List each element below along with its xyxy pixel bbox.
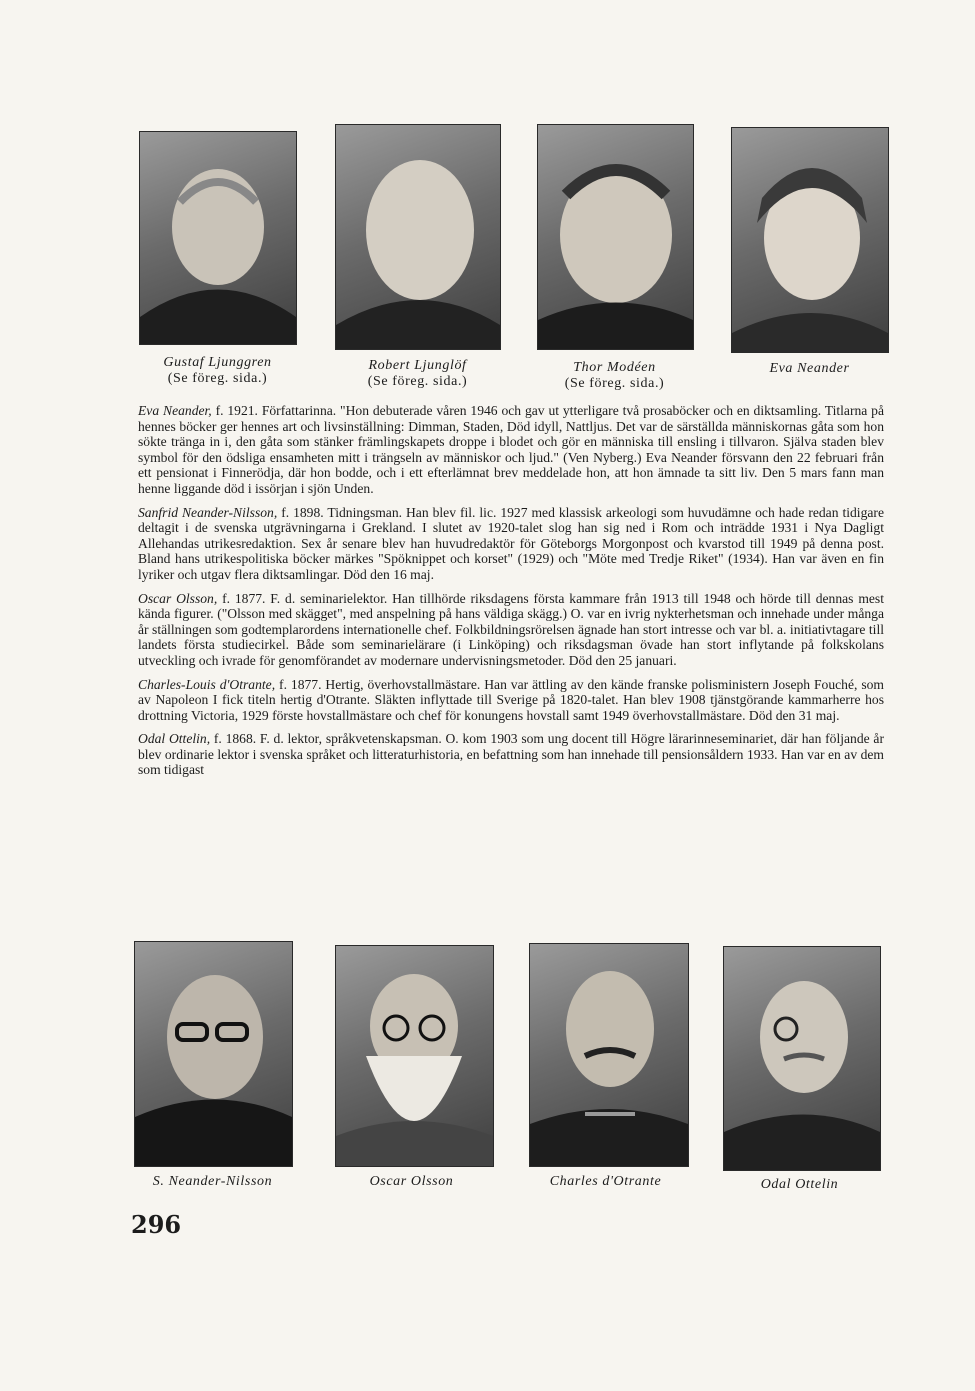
portrait-silhouette-icon — [140, 132, 296, 344]
caption-name: Gustaf Ljunggren — [163, 355, 272, 370]
caption-top-3 — [527, 360, 702, 392]
biography-text — [138, 403, 884, 786]
portrait-eva-neander — [731, 127, 889, 353]
entry-text: f. 1898. Tidningsman. Han blev fil. lic. 1927 med klassisk arkeologi som huvudämne och hade redan tidigare deltagit i de svenska utgrävningarna i Grekland. I slutet av 1920-talet slog han sig ned i Rom och inträdde 1931 i Nya Dagligt Allehandas utrikesredaktion. Sex år senare blev han huvudredaktör för Göteborgs Morgonpost och kvarstod till 1949 på denna post. Bland hans utrikespolitiska böcker märkes "Spöknippet och korset" (1929) och "Möte med Tredje Riket" (1934). Han var även en fin lyriker och utgav flera diktsamlingar. Död den 16 maj. — [138, 504, 884, 582]
entry-oscar-olsson — [138, 591, 884, 669]
portrait-oscar-olsson — [335, 945, 494, 1167]
portrait-silhouette-icon — [732, 128, 888, 352]
portrait-gustaf-ljunggren — [139, 131, 297, 345]
caption-bottom-2 — [324, 1174, 499, 1190]
entry-sanfrid-neander-nilsson — [138, 505, 884, 583]
caption-name: Eva Neander — [769, 361, 850, 376]
entry-text: f. 1877. Hertig, överhovstallmästare. Han var ättling av den kände franske polisministern Joseph Fouché, som av Napoleon I fick titeln hertig d'Otrante. Släkten inflyttade till Sverige på 1820-talet. Han blev 1908 tjänstgörande kammarherre hos drottning Victoria, 1929 förste hovstallmästare och chef för konungens hovstall samt 1949 överhovstallmästare. Död den 31 maj. — [138, 676, 884, 723]
portrait-robert-ljunglof — [335, 124, 501, 350]
entry-lead: Eva Neander, — [138, 403, 212, 418]
entry-odal-ottelin — [138, 731, 884, 778]
caption-name: Robert Ljunglöf — [368, 358, 467, 373]
entry-lead: Charles-Louis d'Otrante, — [138, 676, 276, 692]
entry-lead: Sanfrid Neander-Nilsson, — [138, 504, 278, 520]
entry-text: f. 1868. F. d. lektor, språkvetenskapsman. O. kom 1903 som ung docent till Högre lärarinneseminariet, där han följande år blev ordinarie lektor i svenska språket och litteraturhistoria, en befattning som han innehade till pensionsåldern 1933. Han var en av dem som tidigast — [138, 731, 884, 778]
caption-top-1 — [130, 355, 305, 387]
portrait-silhouette-icon — [538, 125, 693, 349]
caption-name: Charles d'Otrante — [549, 1174, 662, 1189]
caption-name: Oscar Olsson — [369, 1174, 454, 1189]
caption-bottom-3 — [518, 1174, 693, 1190]
portrait-s-neander-nilsson — [134, 941, 293, 1167]
entry-text: f. 1921. Författarinna. "Hon debuterade våren 1946 och gav ut ytterligare två prosaböcker och en diktsamling. Titlarna på hennes böcker ger hennes art och livsinställning: Dimman, Staden, Död idyll, Nattljus. Det var de särställda människornas gåta som hon sökte tränga in i, den gåta som stänker främlingskapets droppe i blodet och gör en människa till ensling i tillvaron. Själva staden blev symbol för den ödsliga ensamheten mitt i trängseln av människor och ljud." (Ven Nyberg.) Eva Neander försvann den 22 februari från ett pensionat i Finnerödja, där hon bodde, och i ett efterlämnat brev meddelade hon, att hon ämnade ta sitt liv. Den 5 mars fann man henne liggande död i issörjan i sjön Unden. — [138, 403, 885, 496]
portrait-silhouette-icon — [135, 942, 292, 1166]
caption-name: Odal Ottelin — [760, 1177, 839, 1192]
caption-top-2 — [330, 358, 505, 390]
portrait-silhouette-icon — [336, 125, 500, 349]
portrait-thor-modeen — [537, 124, 694, 350]
caption-bottom-4 — [712, 1177, 887, 1193]
portrait-silhouette-icon — [724, 947, 880, 1170]
caption-note: (Se föreg. sida.) — [367, 374, 468, 389]
entry-lead: Odal Ottelin, — [138, 731, 211, 747]
portrait-silhouette-icon — [530, 944, 688, 1166]
caption-bottom-1 — [125, 1174, 300, 1190]
caption-note: (Se föreg. sida.) — [564, 376, 665, 391]
caption-name: Thor Modéen — [573, 360, 656, 375]
entry-eva-neander — [138, 403, 884, 497]
portrait-odal-ottelin — [723, 946, 881, 1171]
caption-top-4 — [722, 361, 897, 377]
caption-name: S. Neander-Nilsson — [152, 1174, 273, 1189]
portrait-silhouette-icon — [336, 946, 493, 1166]
entry-lead: Oscar Olsson, — [138, 590, 218, 606]
page-number: 296 — [131, 1210, 182, 1239]
entry-charles-louis-dotrante — [138, 677, 884, 724]
entry-text: f. 1877. F. d. seminarielektor. Han tillhörde riksdagens första kammare från 1913 till 1948 och hörde till dennas mest kända figurer. ("Olsson med skägget", med anspelning på hans väldiga skägg.) O. var en ivrig nykterhetsman och innehade under många år ställningen som godtemplarordens internationelle chef. Folkbildningsrörelsen ägnade han stort intresse och var bl. a. initiativtagare till landets första studiecirkel. Både som seminarielärare (i Linköping) och riksdagsman övade han stort inflytande på folkskolans utveckling och ivrade för genomförandet av modernare undervisningsmetoder. Död den 25 januari. — [138, 590, 884, 668]
caption-note: (Se föreg. sida.) — [167, 371, 268, 386]
portrait-charles-dotrante — [529, 943, 689, 1167]
